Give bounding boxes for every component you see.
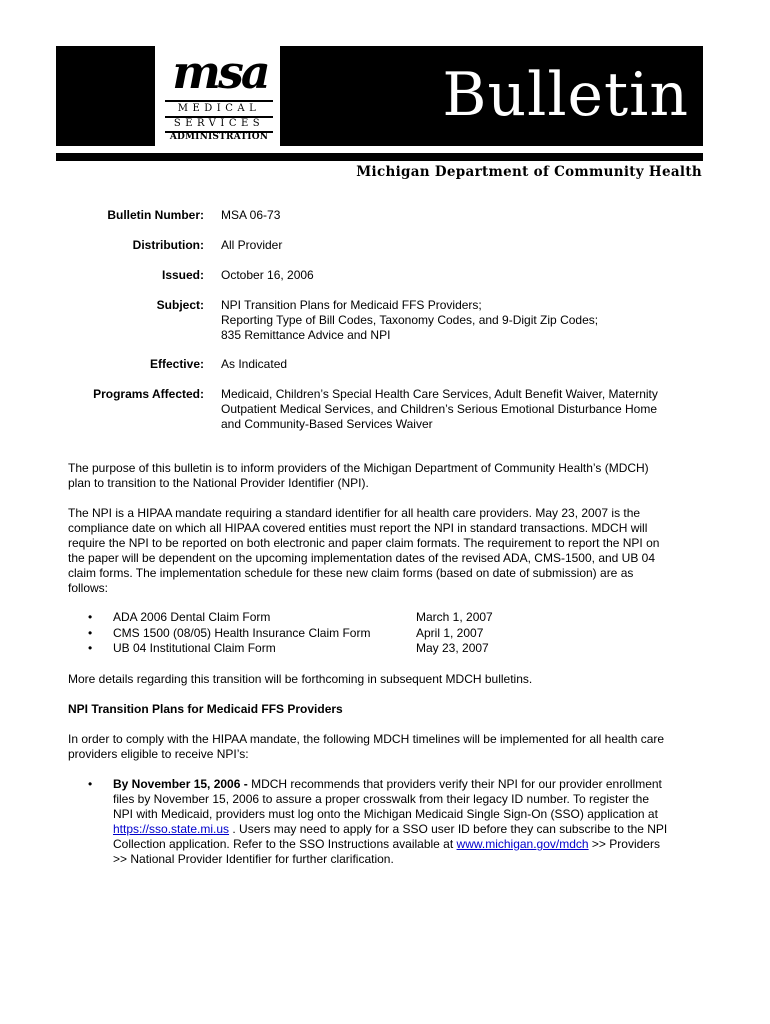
list-item xyxy=(88,626,708,642)
text-line: The NPI is a HIPAA mandate requiring a standard identifier for all health care providers. May 23, 2007 is the xyxy=(68,506,641,520)
text-line xyxy=(113,777,708,792)
bullet-icon: • xyxy=(88,641,93,655)
text-line: the paper will be dependent on the upcoming implementation dates of the revised ADA, CMS-1500, and UB 04 xyxy=(68,551,656,565)
text-line: files by November 15, 2006 to assure a proper crosswalk from their legacy ID number. To register the xyxy=(113,792,650,806)
text-line: claim forms. The implementation schedule for these new claim forms (based on date of submission) are as xyxy=(68,566,634,580)
meta-value: October 16, 2006 xyxy=(221,268,314,282)
meta-label: Issued: xyxy=(161,268,204,282)
bullet-icon: • xyxy=(88,610,93,624)
text-span: . Users may need to apply for a SSO user ID before they can subscribe to the NPI xyxy=(229,822,668,836)
text-line: plan to transition to the National Provider Identifier (NPI). xyxy=(68,476,369,490)
subject-line: Reporting Type of Bill Codes, Taxonomy Codes, and 9-Digit Zip Codes; xyxy=(221,313,599,327)
header-rule xyxy=(56,153,703,161)
meta-label: Subject: xyxy=(156,298,204,312)
text-line: More details regarding this transition will be forthcoming in subsequent MDCH bulletins. xyxy=(68,672,533,686)
text-line xyxy=(113,837,708,852)
list-item xyxy=(88,610,708,626)
meta-label: Bulletin Number: xyxy=(107,208,204,222)
meta-value xyxy=(221,298,711,343)
meta-label: Distribution: xyxy=(132,238,204,252)
section-heading xyxy=(68,702,708,717)
text-span: Collection application. Refer to the SSO Instructions available at xyxy=(113,837,457,851)
text-line xyxy=(113,822,708,837)
meta-label: Programs Affected: xyxy=(93,387,204,401)
form-name: CMS 1500 (08/05) Health Insurance Claim Form xyxy=(113,625,371,640)
meta-label: Effective: xyxy=(149,357,204,371)
form-name: ADA 2006 Dental Claim Form xyxy=(113,610,271,624)
timeline-item xyxy=(88,777,708,867)
text-line: compliance date on which all HIPAA covered entities must report the NPI in standard transactions. MDCH will xyxy=(68,521,648,535)
heading-text: NPI Transition Plans for Medicaid FFS Providers xyxy=(68,702,343,716)
form-date: May 23, 2007 xyxy=(416,641,489,655)
npi-paragraph xyxy=(68,506,708,596)
text-span: >> Providers xyxy=(588,837,660,851)
msa-logo xyxy=(155,46,280,146)
subject-line: NPI Transition Plans for Medicaid FFS Providers; xyxy=(221,298,482,312)
logo-rule xyxy=(165,100,273,102)
details-paragraph xyxy=(68,672,708,687)
form-date: April 1, 2007 xyxy=(416,625,484,640)
sso-link[interactable]: https://sso.state.mi.us xyxy=(113,822,230,836)
subject-line: 835 Remittance Advice and NPI xyxy=(221,328,391,342)
text-line: In order to comply with the HIPAA mandate, the following MDCH timelines will be implemented for all health care xyxy=(68,732,665,746)
timeline-lead: By November 15, 2006 - xyxy=(113,777,248,791)
list-item xyxy=(88,641,708,657)
bulletin-title: Bulletin xyxy=(442,60,689,130)
logo-medical: MEDICAL xyxy=(177,103,261,114)
form-name: UB 04 Institutional Claim Form xyxy=(113,641,276,655)
meta-value: All Provider xyxy=(221,238,283,252)
meta-value xyxy=(221,387,711,432)
meta-value: MSA 06-73 xyxy=(221,208,281,222)
logo-administration: ADMINISTRATION xyxy=(169,132,269,142)
header-banner xyxy=(56,46,703,146)
timeline-text xyxy=(113,777,708,867)
text-line: NPI with Medicaid, providers must log onto the Michigan Medicaid Single Sign-On (SSO) application at xyxy=(113,807,658,821)
logo-services: SERVICES xyxy=(173,118,265,129)
timeline-intro-paragraph xyxy=(68,732,708,762)
bullet-icon: • xyxy=(88,777,93,791)
purpose-paragraph xyxy=(68,461,708,491)
programs-line: Outpatient Medical Services, and Children’s Serious Emotional Disturbance Home xyxy=(221,402,657,416)
text-line: providers eligible to receive NPI’s: xyxy=(68,747,249,761)
mdch-link[interactable]: www.michigan.gov/mdch xyxy=(456,837,589,851)
text-span: MDCH recommends that providers verify their NPI for our provider enrollment xyxy=(247,777,662,791)
meta-value: As Indicated xyxy=(221,357,288,371)
text-line: require the NPI to be reported on both electronic and paper claim formats. The requirement to report the NPI on xyxy=(68,536,660,550)
logo-mark: msa xyxy=(172,45,268,99)
text-line: follows: xyxy=(68,581,109,595)
text-line: The purpose of this bulletin is to inform providers of the Michigan Department of Community Health’s (MDCH) xyxy=(68,461,649,475)
text-line: >> National Provider Identifier for further clarification. xyxy=(113,852,394,866)
claim-forms-list xyxy=(88,610,708,657)
programs-line: Medicaid, Children’s Special Health Care Services, Adult Benefit Waiver, Maternity xyxy=(221,387,658,401)
programs-line: and Community-Based Services Waiver xyxy=(221,417,433,431)
form-date: March 1, 2007 xyxy=(416,610,493,624)
department-name: Michigan Department of Community Health xyxy=(356,164,702,180)
bullet-icon: • xyxy=(88,625,93,640)
